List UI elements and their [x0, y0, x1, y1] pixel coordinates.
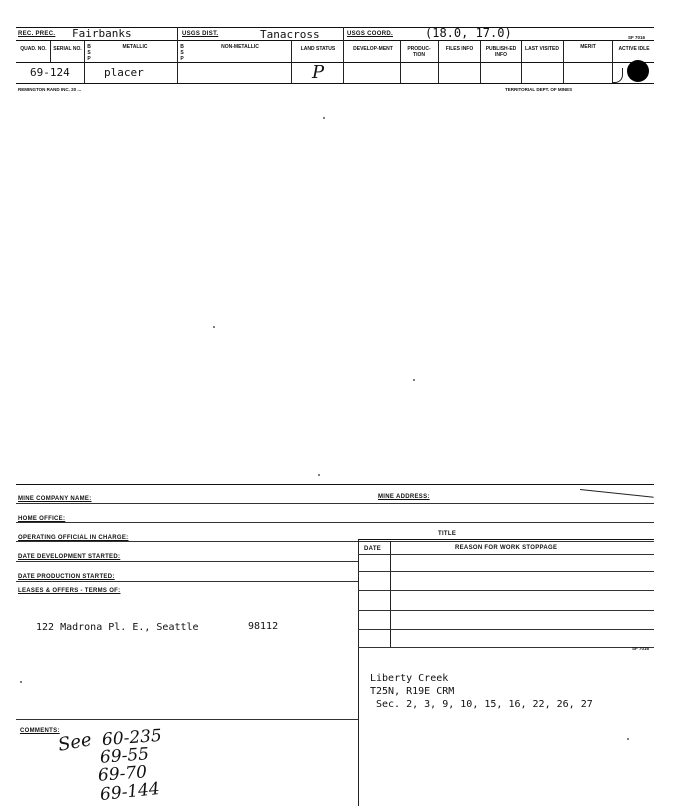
address-typed: 122 Madrona Pl. E., Seattle: [36, 622, 199, 633]
rule: [358, 647, 654, 648]
land-status-label: LAND STATUS: [300, 46, 336, 52]
serial-value: 69-124: [30, 66, 70, 79]
rule-heavy: [358, 539, 654, 540]
operating-official-label: OPERATING OFFICIAL IN CHARGE:: [18, 535, 129, 541]
location-line-3: Sec. 2, 3, 9, 10, 15, 16, 22, 26, 27: [376, 699, 593, 710]
date-col-divider: [390, 541, 391, 647]
metallic-label: METALLIC: [122, 44, 148, 50]
active-punch-dot: [627, 60, 649, 82]
land-status-mark: P: [312, 62, 325, 83]
mine-address-label: MINE ADDRESS:: [378, 494, 430, 500]
footer-left: REMINGTON RAND INC. 20 ...: [18, 87, 82, 92]
speck: [20, 681, 22, 683]
usgs-coord-label: USGS COORD.: [347, 31, 393, 37]
divider: [343, 27, 344, 83]
location-line-2: T25N, R19E CRM: [370, 686, 455, 697]
usgs-dist-value: Tanacross: [260, 28, 320, 41]
date-development-label: DATE DEVELOPMENT STARTED:: [18, 554, 121, 560]
divider: [291, 41, 292, 83]
footer-right: TERRITORIAL DEPT. OF MINES: [505, 87, 573, 92]
rule: [358, 554, 654, 555]
row-rule: [16, 83, 654, 84]
non-metallic-label: NON-METALLIC: [221, 44, 259, 50]
date-label: DATE: [364, 546, 382, 552]
rule: [16, 719, 358, 720]
mine-company-label: MINE COMPANY NAME:: [18, 496, 92, 502]
metallic-side-codes: B S P: [87, 44, 91, 62]
rule: [358, 629, 654, 630]
handwritten-ref-1: 60-235: [101, 725, 163, 751]
speck: [627, 738, 629, 740]
columns-rule: [16, 62, 654, 63]
comments-label: COMMENTS:: [20, 728, 60, 734]
production-label: PRODUC-TION: [407, 46, 431, 58]
active-idle-label: ACTIVE IDLE: [618, 46, 650, 52]
speck: [323, 117, 325, 119]
rule: [16, 561, 358, 562]
rule: [16, 541, 654, 542]
handwritten-ref-4: 69-144: [99, 778, 161, 806]
top-rule-lower: [16, 484, 654, 485]
date-production-label: DATE PRODUCTION STARTED:: [18, 574, 115, 580]
divider: [438, 41, 439, 83]
files-info-label: FILES INFO: [445, 46, 474, 52]
published-info-label: PUBLISH-ED INFO: [485, 46, 517, 58]
handwritten-see: See: [56, 729, 94, 756]
development-label: DEVELOP-MENT: [353, 46, 393, 52]
handwritten-ref-2: 69-55: [99, 744, 150, 768]
divider: [84, 41, 85, 83]
reason-label: REASON FOR WORK STOPPAGE: [455, 545, 558, 551]
title-label: TITLE: [438, 531, 457, 537]
home-office-label: HOME OFFICE:: [18, 516, 66, 522]
rec-prec-label: REC. PREC.: [18, 31, 56, 37]
rule: [358, 610, 654, 611]
divider: [563, 41, 564, 83]
slanted-rule: [580, 489, 654, 498]
metallic-value: placer: [104, 66, 144, 79]
rule: [358, 571, 654, 572]
leases-label: LEASES & OFFERS - TERMS OF:: [18, 588, 121, 594]
header-rule: [16, 40, 654, 41]
rule: [16, 581, 358, 582]
non-metallic-side-codes: B S P: [180, 44, 184, 62]
usgs-dist-label: USGS DIST.: [182, 31, 219, 37]
rule: [358, 590, 654, 591]
hook-mark: [612, 68, 623, 83]
divider: [177, 27, 178, 83]
serial-no-label: SERIAL NO.: [53, 46, 82, 52]
divider: [480, 41, 481, 83]
location-line-1: Liberty Creek: [370, 673, 449, 684]
handwritten-ref-3: 69-70: [97, 762, 148, 786]
form-code-2: SF 7016: [632, 646, 650, 651]
merit-label: MERIT: [580, 44, 596, 50]
speck: [413, 379, 415, 381]
usgs-coord-value: (18.0, 17.0): [425, 26, 512, 40]
rule: [16, 522, 654, 523]
divider: [521, 41, 522, 83]
center-divider: [358, 540, 359, 806]
rule: [16, 503, 654, 504]
zip-typed: 98112: [248, 621, 279, 632]
rec-prec-value: Fairbanks: [72, 27, 132, 40]
form-code: SF 7016: [628, 35, 646, 40]
quad-no-label: QUAD. NO.: [20, 46, 47, 52]
last-visited-label: LAST VISITED: [525, 46, 559, 52]
speck: [318, 474, 320, 476]
speck: [213, 326, 215, 328]
divider: [400, 41, 401, 83]
